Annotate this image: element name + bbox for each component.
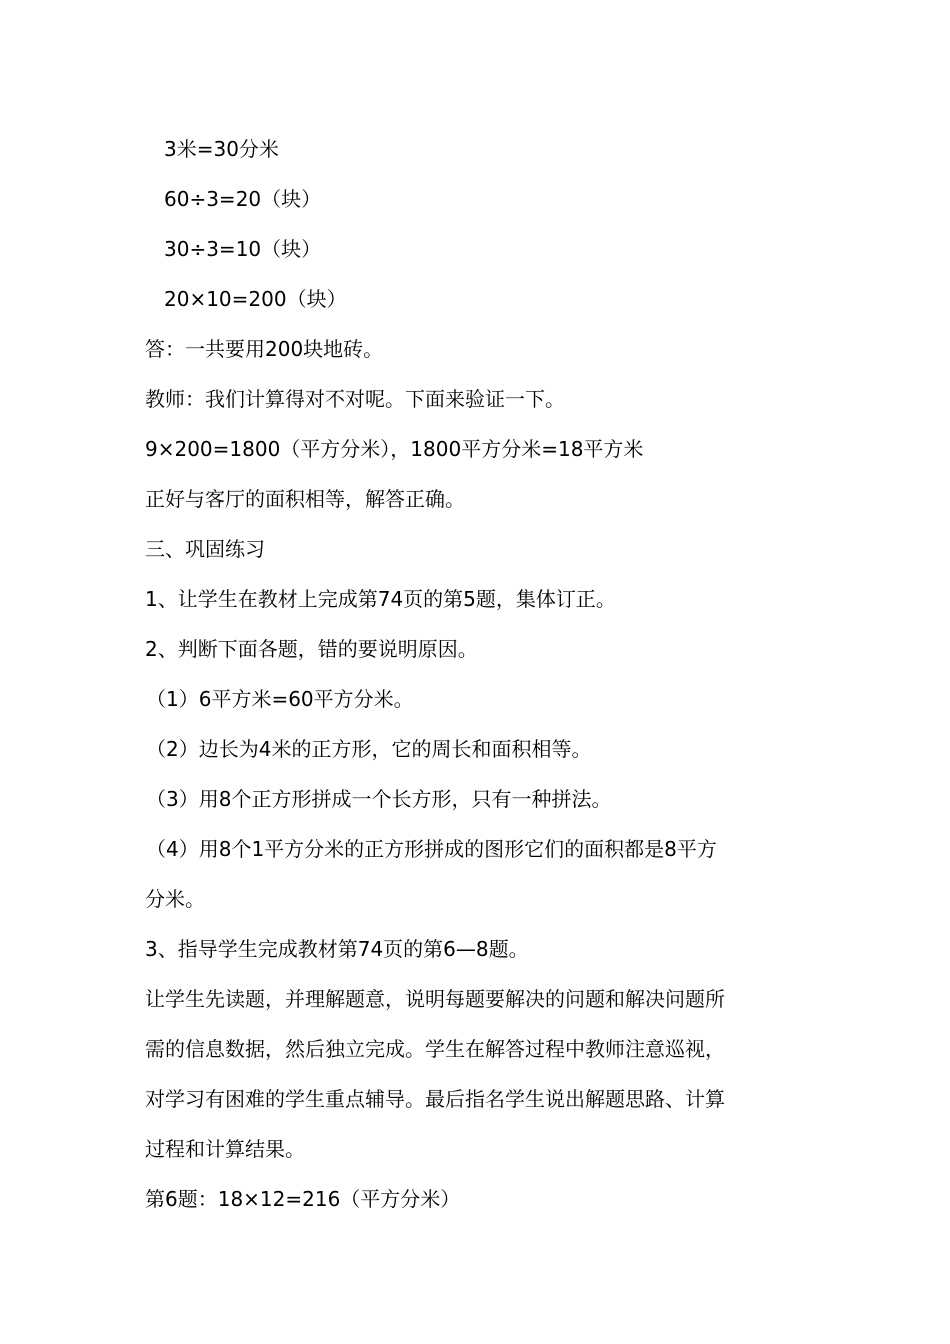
calc-line-3: 30÷3=10（块） — [164, 237, 322, 261]
paragraph-line-1: 让学生先读题，并理解题意，说明每题要解决的问题和解决问题所 — [145, 987, 725, 1011]
conclusion-line: 正好与客厅的面积相等，解答正确。 — [145, 487, 465, 511]
exercise-3: 3、指导学生完成教材第74页的第6—8题。 — [145, 937, 529, 961]
judge-item-4-cont: 分米。 — [145, 887, 205, 911]
judge-item-4: （4）用8个1平方分米的正方形拼成的图形它们的面积都是8平方 — [146, 837, 717, 861]
judge-item-1: （1）6平方米=60平方分米。 — [146, 687, 414, 711]
problem-6-line: 第6题：18×12=216（平方分米） — [145, 1187, 461, 1211]
exercise-1: 1、让学生在教材上完成第74页的第5题，集体订正。 — [145, 587, 616, 611]
paragraph-line-3: 对学习有困难的学生重点辅导。最后指名学生说出解题思路、计算 — [145, 1087, 725, 1111]
paragraph-line-4: 过程和计算结果。 — [145, 1137, 305, 1161]
section-heading: 三、巩固练习 — [145, 537, 265, 561]
judge-item-3: （3）用8个正方形拼成一个长方形，只有一种拼法。 — [146, 787, 612, 811]
teacher-line: 教师：我们计算得对不对呢。下面来验证一下。 — [145, 387, 565, 411]
judge-item-2: （2）边长为4米的正方形，它的周长和面积相等。 — [146, 737, 592, 761]
calc-line-2: 60÷3=20（块） — [164, 187, 322, 211]
answer-line: 答：一共要用200块地砖。 — [145, 337, 384, 361]
exercise-2: 2、判断下面各题，错的要说明原因。 — [145, 637, 478, 661]
calc-line-1: 3米=30分米 — [164, 137, 279, 161]
verify-line: 9×200=1800（平方分米），1800平方分米=18平方米 — [145, 437, 644, 461]
calc-line-4: 20×10=200（块） — [164, 287, 347, 311]
paragraph-line-2: 需的信息数据，然后独立完成。学生在解答过程中教师注意巡视， — [145, 1037, 725, 1061]
